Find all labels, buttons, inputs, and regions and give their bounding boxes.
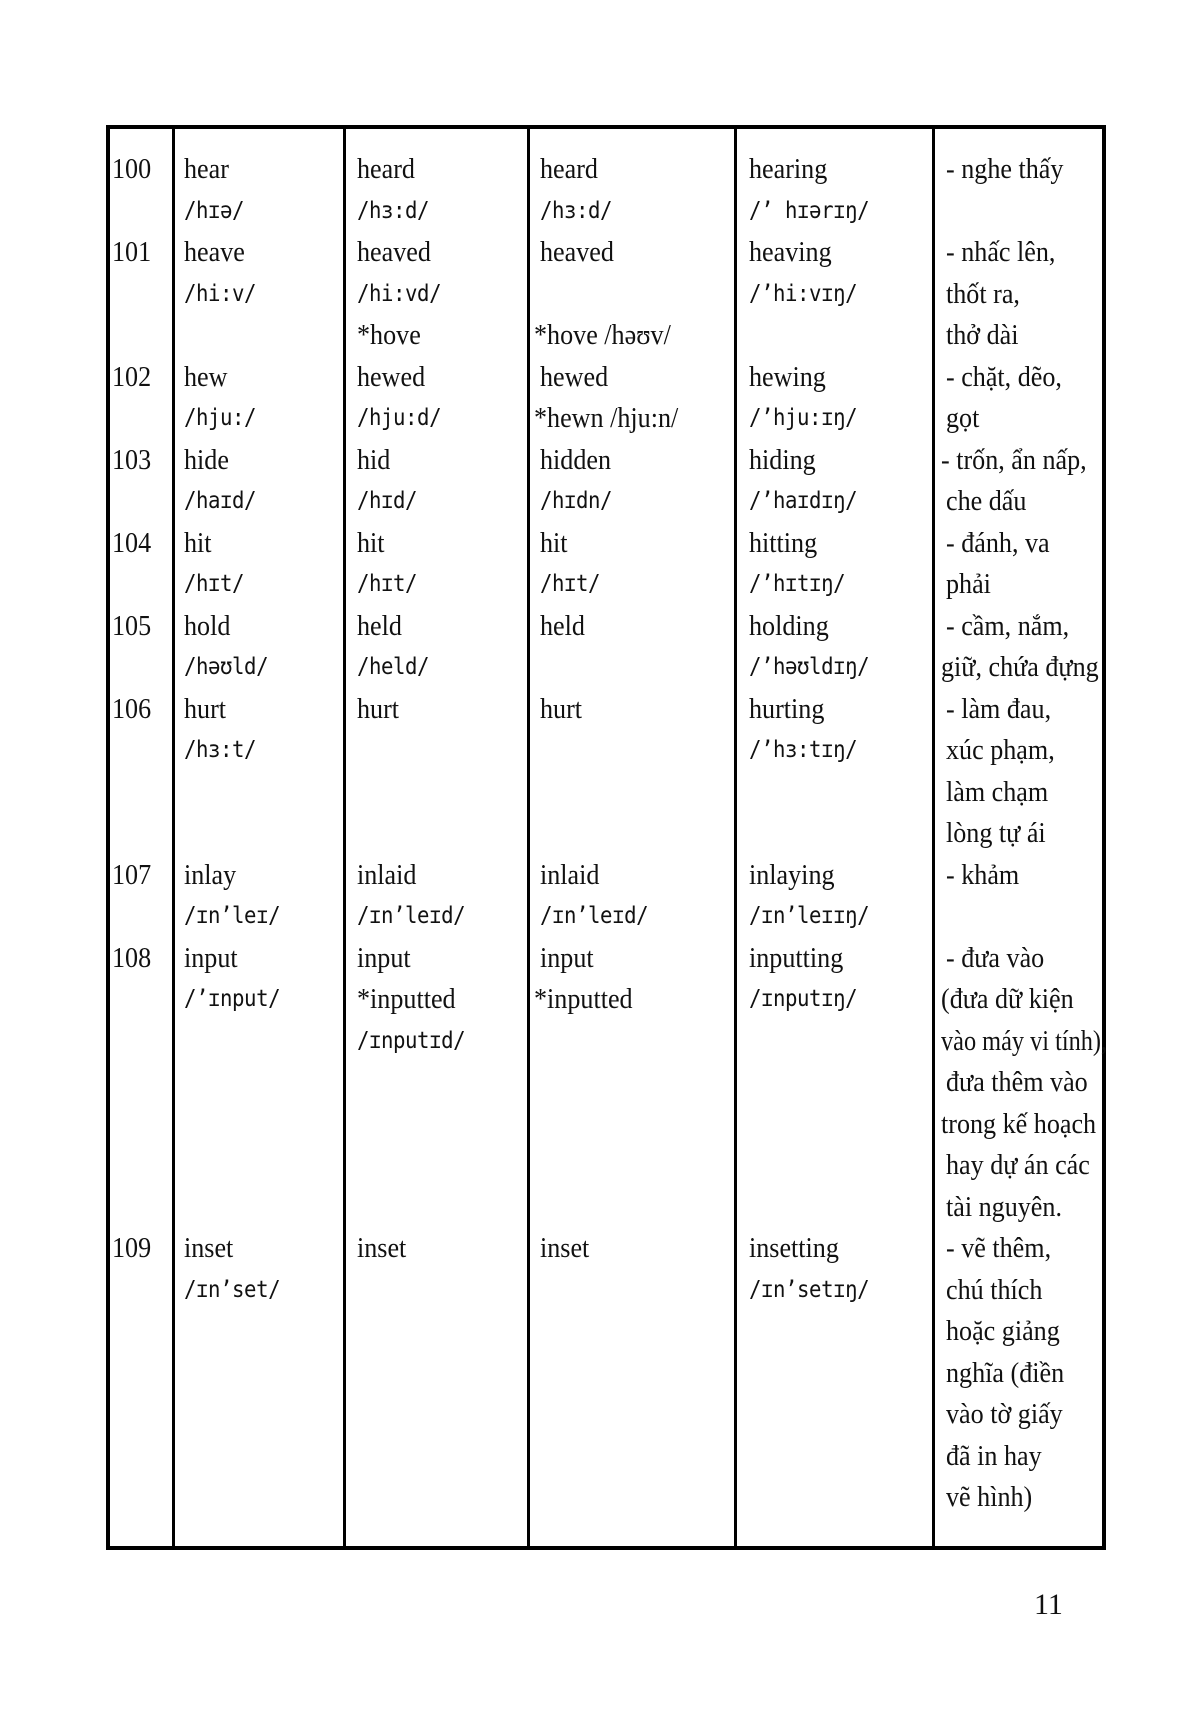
- base-form-cell: hit: [184, 526, 212, 559]
- present-participle-cell: /’hɪtɪŋ/: [749, 571, 846, 597]
- past-simple-cell: *hove: [357, 319, 421, 351]
- meaning-cell: hoặc giảng: [946, 1315, 1060, 1347]
- past-simple-cell: heaved: [357, 236, 431, 268]
- verb-number-cell: 103: [112, 443, 152, 476]
- past-simple-cell: /hɪt/: [357, 571, 418, 597]
- present-participle-cell: /’həʊldɪŋ/: [749, 654, 870, 680]
- meaning-cell: đưa thêm vào: [946, 1066, 1088, 1098]
- past-simple-cell: inlaid: [357, 858, 417, 891]
- verb-number-cell: 102: [112, 360, 152, 393]
- past-participle-cell: hewed: [540, 360, 609, 393]
- column-divider: [932, 129, 935, 1546]
- present-participle-cell: hearing: [749, 153, 828, 185]
- irregular-verbs-table: [106, 125, 1106, 1550]
- meaning-cell: lòng tự ái: [946, 817, 1046, 849]
- present-participle-cell: hewing: [749, 360, 826, 393]
- past-participle-cell: *hewn /hju:n/: [534, 402, 679, 434]
- meaning-cell: vào tờ giấy: [946, 1398, 1063, 1430]
- verb-number-cell: 105: [112, 609, 152, 642]
- past-simple-cell: hewed: [357, 360, 426, 393]
- meaning-cell: giữ, chứa đựng: [941, 651, 1099, 683]
- present-participle-cell: /ɪnputɪŋ/: [749, 986, 858, 1012]
- meaning-cell: thở dài: [946, 319, 1019, 351]
- present-participle-cell: hitting: [749, 526, 818, 559]
- past-simple-cell: /ɪn’leɪd/: [357, 903, 466, 929]
- past-simple-cell: /ɪnputɪd/: [357, 1027, 466, 1054]
- meaning-cell: xúc phạm,: [946, 734, 1055, 766]
- verb-number-cell: 104: [112, 526, 152, 559]
- verb-number-cell: 100: [112, 153, 152, 185]
- past-simple-cell: /hɜ:d/: [357, 197, 430, 224]
- meaning-cell: - nhấc lên,: [946, 236, 1056, 268]
- meaning-cell: thốt ra,: [946, 277, 1020, 310]
- past-participle-cell: /hɪdn/: [540, 488, 613, 514]
- present-participle-cell: /’hju:ɪŋ/: [749, 405, 858, 431]
- past-simple-cell: /hju:d/: [357, 405, 442, 431]
- past-participle-cell: heard: [540, 153, 598, 185]
- base-form-cell: inset: [184, 1232, 234, 1264]
- meaning-cell: (đưa dữ kiện: [941, 983, 1074, 1015]
- past-participle-cell: /hɜ:d/: [540, 197, 613, 224]
- base-form-cell: /həʊld/: [184, 654, 269, 680]
- present-participle-cell: /’ hɪərɪŋ/: [749, 197, 870, 224]
- past-simple-cell: inset: [357, 1232, 407, 1264]
- present-participle-cell: inputting: [749, 941, 844, 974]
- base-form-cell: hew: [184, 360, 228, 393]
- base-form-cell: inlay: [184, 858, 237, 891]
- past-simple-cell: hurt: [357, 692, 400, 725]
- meaning-cell: trong kế hoạch: [941, 1107, 1097, 1140]
- present-participle-cell: /’hi:vɪŋ/: [749, 280, 858, 307]
- past-participle-cell: held: [540, 609, 585, 642]
- past-participle-cell: heaved: [540, 236, 614, 268]
- past-simple-cell: heard: [357, 153, 415, 185]
- meaning-cell: vẽ hình): [946, 1481, 1033, 1513]
- meaning-cell: nghĩa (điền: [946, 1356, 1065, 1389]
- column-divider: [734, 129, 737, 1546]
- meaning-cell: vào máy vi tính),: [941, 1024, 1108, 1057]
- column-divider: [343, 129, 346, 1546]
- base-form-cell: /hɪt/: [184, 571, 245, 597]
- meaning-cell: - nghe thấy: [946, 153, 1064, 185]
- meaning-cell: - đánh, va: [946, 526, 1050, 559]
- verb-number-cell: 106: [112, 692, 152, 725]
- verb-number-cell: 109: [112, 1232, 152, 1264]
- past-simple-cell: *inputted: [357, 983, 456, 1015]
- past-simple-cell: /hɪd/: [357, 488, 418, 514]
- past-simple-cell: /hi:vd/: [357, 280, 442, 307]
- past-participle-cell: hurt: [540, 692, 583, 725]
- meaning-cell: - đưa vào: [946, 941, 1045, 974]
- present-participle-cell: /’haɪdɪŋ/: [749, 488, 858, 514]
- verb-number-cell: 107: [112, 858, 152, 891]
- present-participle-cell: /ɪn’setɪŋ/: [749, 1276, 870, 1303]
- past-simple-cell: /held/: [357, 654, 430, 680]
- meaning-cell: - chặt, dẽo,: [946, 360, 1062, 393]
- past-participle-cell: /hɪt/: [540, 571, 601, 597]
- base-form-cell: hide: [184, 443, 229, 476]
- base-form-cell: /hi:v/: [184, 280, 257, 307]
- verb-number-cell: 108: [112, 941, 152, 974]
- base-form-cell: /haɪd/: [184, 488, 257, 514]
- past-participle-cell: hit: [540, 526, 568, 559]
- meaning-cell: hay dự án các: [946, 1149, 1090, 1181]
- past-simple-cell: held: [357, 609, 402, 642]
- present-participle-cell: heaving: [749, 236, 832, 268]
- meaning-cell: - cầm, nắm,: [946, 609, 1070, 642]
- meaning-cell: - trốn, ẩn nấp,: [941, 443, 1087, 476]
- column-divider: [527, 129, 530, 1546]
- past-simple-cell: input: [357, 941, 411, 974]
- present-participle-cell: holding: [749, 609, 829, 642]
- present-participle-cell: /’hɜ:tɪŋ/: [749, 737, 858, 763]
- past-participle-cell: *inputted: [534, 983, 633, 1015]
- meaning-cell: tài nguyên.: [946, 1190, 1062, 1223]
- base-form-cell: /hɪə/: [184, 197, 245, 224]
- past-simple-cell: hit: [357, 526, 385, 559]
- page-number: 11: [1034, 1588, 1063, 1621]
- base-form-cell: heave: [184, 236, 245, 268]
- present-participle-cell: /ɪn’leɪɪŋ/: [749, 903, 870, 929]
- base-form-cell: /hɜ:t/: [184, 737, 257, 763]
- base-form-cell: /hju:/: [184, 405, 257, 431]
- past-participle-cell: inset: [540, 1232, 590, 1264]
- base-form-cell: input: [184, 941, 238, 974]
- present-participle-cell: hiding: [749, 443, 816, 476]
- meaning-cell: đã in hay: [946, 1439, 1042, 1472]
- past-participle-cell: *hove /həʊv/: [534, 319, 671, 351]
- meaning-cell: phải: [946, 568, 991, 600]
- past-simple-cell: hid: [357, 443, 391, 476]
- meaning-cell: chú thích: [946, 1273, 1043, 1306]
- present-participle-cell: inlaying: [749, 858, 835, 891]
- verb-number-cell: 101: [112, 236, 152, 268]
- present-participle-cell: hurting: [749, 692, 825, 725]
- base-form-cell: /ɪn’set/: [184, 1276, 281, 1303]
- base-form-cell: hold: [184, 609, 231, 642]
- past-participle-cell: /ɪn’leɪd/: [540, 903, 649, 929]
- past-participle-cell: hidden: [540, 443, 612, 476]
- column-divider: [172, 129, 175, 1546]
- meaning-cell: - vẽ thêm,: [946, 1232, 1052, 1264]
- base-form-cell: hurt: [184, 692, 227, 725]
- base-form-cell: hear: [184, 153, 229, 185]
- base-form-cell: /’ɪnput/: [184, 986, 281, 1012]
- meaning-cell: che dấu: [946, 485, 1027, 517]
- past-participle-cell: input: [540, 941, 594, 974]
- meaning-cell: gọt: [946, 402, 980, 434]
- meaning-cell: làm chạm: [946, 775, 1049, 808]
- past-participle-cell: inlaid: [540, 858, 600, 891]
- meaning-cell: - làm đau,: [946, 692, 1052, 725]
- present-participle-cell: insetting: [749, 1232, 839, 1264]
- meaning-cell: - khảm: [946, 858, 1020, 891]
- base-form-cell: /ɪn’leɪ/: [184, 903, 281, 929]
